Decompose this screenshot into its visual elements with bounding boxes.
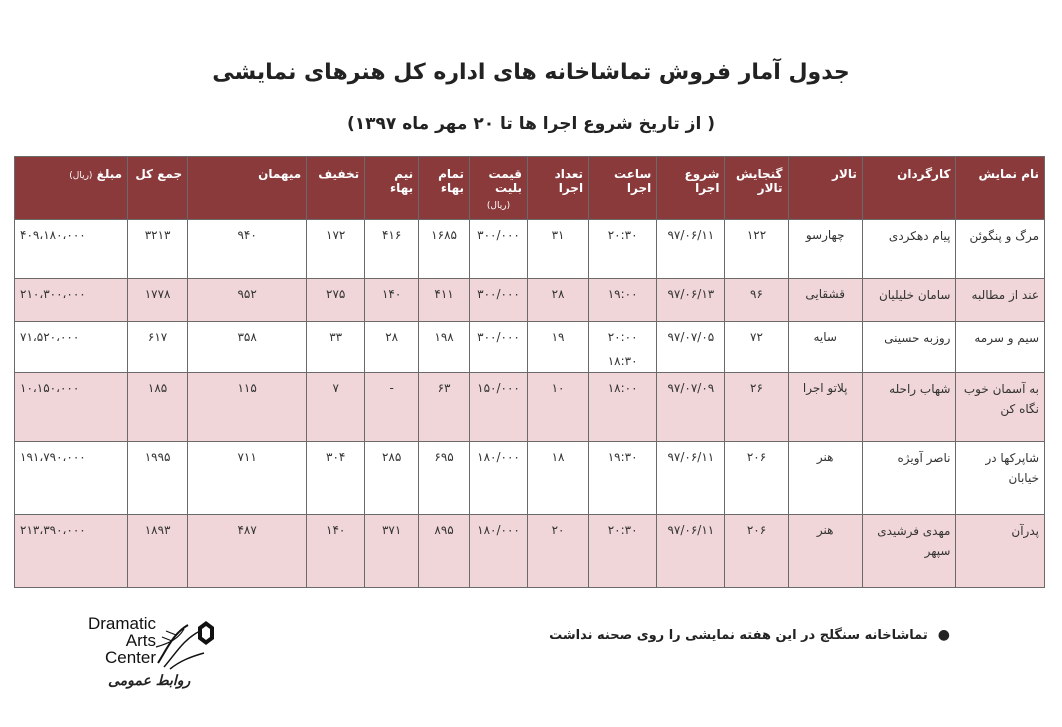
cell-half: ۲۸ xyxy=(365,322,419,373)
table-row xyxy=(15,220,1045,279)
col-amount-header xyxy=(15,157,128,220)
cell-capacity: ۲۶ xyxy=(725,373,788,442)
cell-count: ۲۸ xyxy=(528,279,589,322)
cell-name: پدرآن xyxy=(956,515,1045,588)
cell-name: عند از مطالبه xyxy=(956,279,1045,322)
table-row xyxy=(15,515,1045,588)
cell-total: ۶۱۷ xyxy=(128,322,188,373)
col-hall-header: تالار xyxy=(788,157,862,220)
cell-time-second: ۱۸:۳۰ xyxy=(607,354,638,368)
cell-capacity: ۲۰۶ xyxy=(725,442,788,515)
col-amount-unit: (ریال) xyxy=(69,171,93,181)
cell-full: ۱۶۸۵ xyxy=(419,220,470,279)
page-subtitle: ( از تاریخ شروع اجرا ها تا ۲۰ مهر ماه ۱۳۹۷) xyxy=(347,114,715,134)
cell-price: ۳۰۰/۰۰۰ xyxy=(470,220,528,279)
cell-hall: سایه xyxy=(788,322,862,373)
col-time-header: ساعت اجرا xyxy=(589,157,657,220)
cell-price: ۳۰۰/۰۰۰ xyxy=(470,279,528,322)
cell-price: ۱۸۰/۰۰۰ xyxy=(470,515,528,588)
col-guest-header: میهمان xyxy=(188,157,307,220)
cell-name: مرگ و پنگوئن xyxy=(956,220,1045,279)
cell-half: ۲۸۵ xyxy=(365,442,419,515)
cell-guest: ۱۱۵ xyxy=(188,373,307,442)
table-row xyxy=(15,373,1045,442)
cell-start: ۹۷/۰۶/۱۱ xyxy=(657,515,725,588)
cell-count: ۱۸ xyxy=(528,442,589,515)
cell-half: - xyxy=(365,373,419,442)
cell-hall: قشقایی xyxy=(788,279,862,322)
cell-capacity: ۲۰۶ xyxy=(725,515,788,588)
cell-name: شاپرکها در خیابان xyxy=(956,442,1045,515)
page-title: جدول آمار فروش تماشاخانه های اداره کل هنرهای نمایشی xyxy=(212,60,850,85)
table-header-row xyxy=(15,157,1045,220)
cell-total: ۱۹۹۵ xyxy=(128,442,188,515)
col-amount-label: مبلغ xyxy=(96,167,123,181)
cell-discount: ۱۴۰ xyxy=(307,515,365,588)
logo-line2: Arts xyxy=(125,631,156,650)
table-row xyxy=(15,279,1045,322)
bullet-icon: ● xyxy=(937,627,950,643)
cell-count: ۳۱ xyxy=(528,220,589,279)
cell-time: ۱۹:۳۰ xyxy=(589,442,657,515)
cell-total: ۳۲۱۳ xyxy=(128,220,188,279)
cell-amount: ۱۹۱،۷۹۰،۰۰۰ xyxy=(15,442,128,515)
cell-half: ۱۴۰ xyxy=(365,279,419,322)
cell-capacity: ۹۶ xyxy=(725,279,788,322)
cell-capacity: ۱۲۲ xyxy=(725,220,788,279)
logo-line1: Dramatic xyxy=(87,614,156,633)
col-capacity-header: گنجایش تالار xyxy=(725,157,788,220)
cell-name: سیم و سرمه xyxy=(956,322,1045,373)
cell-full: ۶۹۵ xyxy=(419,442,470,515)
col-price-label: قیمت بلیت xyxy=(488,167,522,195)
cell-name: به آسمان خوب نگاه کن xyxy=(956,373,1045,442)
cell-guest: ۹۵۲ xyxy=(188,279,307,322)
logo-line3: Center xyxy=(104,648,156,667)
col-discount-header: تخفیف xyxy=(307,157,365,220)
cell-count: ۱۰ xyxy=(528,373,589,442)
cell-start: ۹۷/۰۶/۱۱ xyxy=(657,220,725,279)
cell-time: ۱۹:۰۰ xyxy=(589,279,657,322)
cell-guest: ۷۱۱ xyxy=(188,442,307,515)
cell-discount: ۱۷۲ xyxy=(307,220,365,279)
cell-director: سامان خلیلیان xyxy=(862,279,956,322)
col-half-header: نیم بهاء xyxy=(365,157,419,220)
table-row xyxy=(15,442,1045,515)
col-director-header: کارگردان xyxy=(862,157,956,220)
cell-time xyxy=(589,322,657,373)
cell-price: ۱۸۰/۰۰۰ xyxy=(470,442,528,515)
cell-director: شهاب راحله xyxy=(862,373,956,442)
cell-amount: ۲۱۰،۳۰۰،۰۰۰ xyxy=(15,279,128,322)
cell-start: ۹۷/۰۶/۱۳ xyxy=(657,279,725,322)
col-total-header: جمع کل xyxy=(128,157,188,220)
cell-total: ۱۸۹۳ xyxy=(128,515,188,588)
footnote-text: تماشاخانه سنگلج در این هفته نمایشی را روی صحنه نداشت xyxy=(549,628,928,643)
cell-price: ۱۵۰/۰۰۰ xyxy=(470,373,528,442)
cell-guest: ۴۸۷ xyxy=(188,515,307,588)
cell-director: روزبه حسینی xyxy=(862,322,956,373)
cell-start: ۹۷/۰۷/۰۹ xyxy=(657,373,725,442)
col-price-unit: (ریال) xyxy=(486,201,511,211)
col-name-header: نام نمایش xyxy=(956,157,1045,220)
cell-total: ۱۸۵ xyxy=(128,373,188,442)
cell-guest: ۳۵۸ xyxy=(188,322,307,373)
col-count-header: تعداد اجرا xyxy=(528,157,589,220)
cell-time-first: ۲۰:۰۰ xyxy=(607,330,638,344)
cell-price: ۳۰۰/۰۰۰ xyxy=(470,322,528,373)
dramatic-arts-center-logo xyxy=(68,615,218,695)
logo-wordmark xyxy=(68,615,156,666)
cell-hall: هنر xyxy=(788,515,862,588)
table-row xyxy=(15,322,1045,373)
cell-full: ۱۹۸ xyxy=(419,322,470,373)
cell-discount: ۳۳ xyxy=(307,322,365,373)
cell-time: ۲۰:۳۰ xyxy=(589,515,657,588)
cell-full: ۶۳ xyxy=(419,373,470,442)
cell-time: ۱۸:۰۰ xyxy=(589,373,657,442)
logo-calligraphy-icon xyxy=(154,617,216,671)
cell-start: ۹۷/۰۷/۰۵ xyxy=(657,322,725,373)
cell-discount: ۲۷۵ xyxy=(307,279,365,322)
footnote xyxy=(549,627,950,643)
sales-table xyxy=(14,156,1045,588)
col-full-header: تمام بهاء xyxy=(419,157,470,220)
col-price-header xyxy=(470,157,528,220)
cell-amount: ۷۱،۵۲۰،۰۰۰ xyxy=(15,322,128,373)
cell-director: مهدی فرشیدی سپهر xyxy=(862,515,956,588)
cell-discount: ۷ xyxy=(307,373,365,442)
cell-director: ناصر آویژه xyxy=(862,442,956,515)
cell-total: ۱۷۷۸ xyxy=(128,279,188,322)
cell-hall: چهارسو xyxy=(788,220,862,279)
cell-discount: ۳۰۴ xyxy=(307,442,365,515)
cell-amount: ۱۰،۱۵۰،۰۰۰ xyxy=(15,373,128,442)
cell-full: ۸۹۵ xyxy=(419,515,470,588)
cell-amount: ۴۰۹،۱۸۰،۰۰۰ xyxy=(15,220,128,279)
cell-count: ۱۹ xyxy=(528,322,589,373)
cell-start: ۹۷/۰۶/۱۱ xyxy=(657,442,725,515)
cell-count: ۲۰ xyxy=(528,515,589,588)
cell-amount: ۲۱۳،۳۹۰،۰۰۰ xyxy=(15,515,128,588)
cell-hall: پلاتو اجرا xyxy=(788,373,862,442)
cell-half: ۴۱۶ xyxy=(365,220,419,279)
logo-subtitle: روابط عمومی xyxy=(108,673,191,689)
cell-half: ۳۷۱ xyxy=(365,515,419,588)
cell-director: پیام دهکردی xyxy=(862,220,956,279)
cell-full: ۴۱۱ xyxy=(419,279,470,322)
cell-capacity: ۷۲ xyxy=(725,322,788,373)
cell-hall: هنر xyxy=(788,442,862,515)
col-start-header: شروع اجرا xyxy=(657,157,725,220)
cell-time: ۲۰:۳۰ xyxy=(589,220,657,279)
cell-guest: ۹۴۰ xyxy=(188,220,307,279)
